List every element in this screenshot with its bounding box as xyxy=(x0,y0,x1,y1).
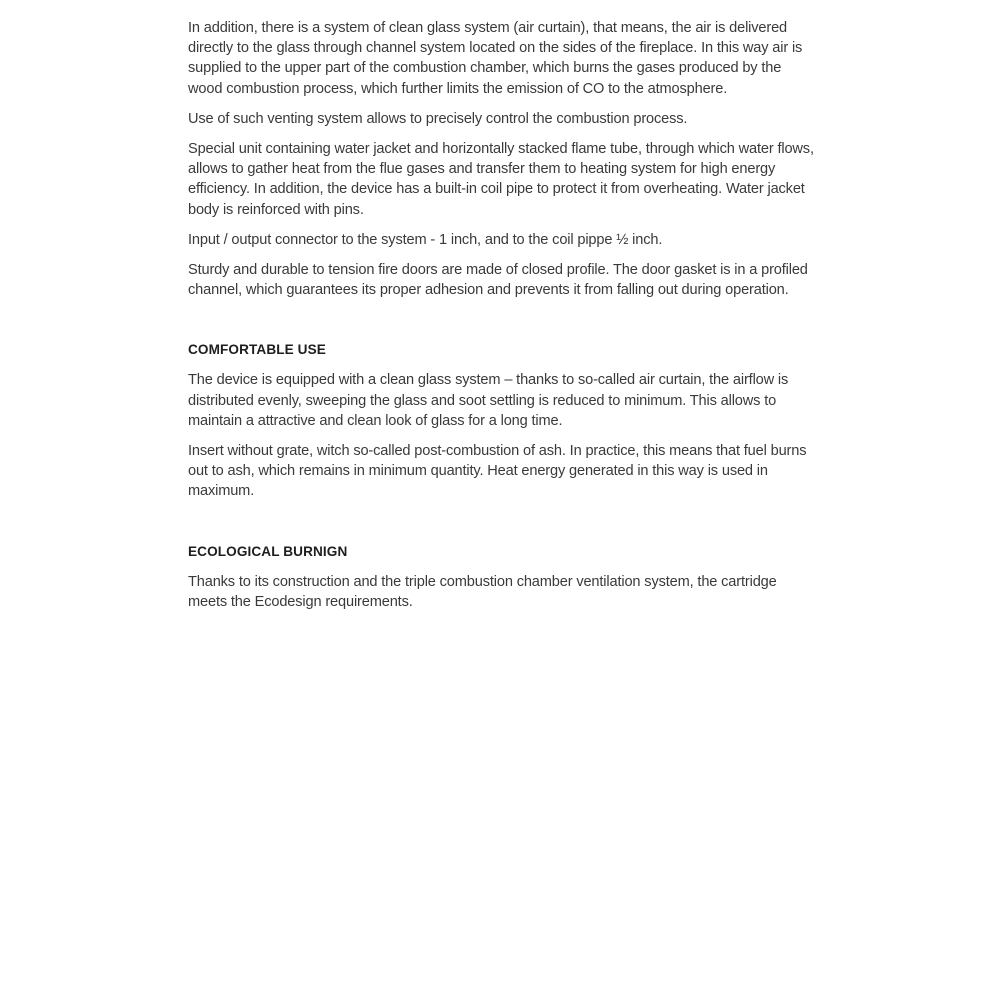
comfortable-use-section xyxy=(188,340,818,501)
paragraph-connectors: Input / output connector to the system - 1 inch, and to the coil pippe ½ inch. xyxy=(188,231,663,248)
ecological-burning-heading: ECOLOGICAL BURNIGN xyxy=(188,543,348,559)
intro-section xyxy=(188,18,818,300)
paragraph-post-combustion: Insert without grate, witch so-called post-combustion of ash. In practice, this means that fuel burns out to ash, which remains in minimum quantity. Heat energy generated in this way is used in maximum. xyxy=(188,443,807,500)
paragraph-venting-system: Use of such venting system allows to precisely control the combustion process. xyxy=(188,110,688,127)
section-spacer xyxy=(188,512,818,542)
paragraph-fire-doors: Sturdy and durable to tension fire doors are made of closed profile. The door gasket is in a profiled channel, which guarantees its proper adhesion and prevents it from falling out during operation. xyxy=(188,262,808,299)
ecological-burning-section xyxy=(188,542,818,612)
document-content xyxy=(188,18,818,622)
paragraph-ecodesign: Thanks to its construction and the triple combustion chamber ventilation system, the cartridge meets the Ecodesign requirements. xyxy=(188,573,777,610)
paragraph-water-jacket: Special unit containing water jacket and horizontally stacked flame tube, through which water flows, allows to gather heat from the flue gases and transfer them to heating system for high energy efficiency. In addition, the device has a built-in coil pipe to protect it from overheating. Water jacket body is reinforced with pins. xyxy=(188,141,814,218)
paragraph-clean-glass: The device is equipped with a clean glass system – thanks to so-called air curtain, the airflow is distributed evenly, sweeping the glass and soot settling is reduced to minimum. This allows to maintain a attractive and clean look of glass for a long time. xyxy=(188,372,789,429)
paragraph-air-curtain: In addition, there is a system of clean glass system (air curtain), that means, the air is delivered directly to the glass through channel system located on the sides of the fireplace. In this way air is supplied to the upper part of the combustion chamber, which burns the gases produced by the wood combustion process, which further limits the emission of CO to the atmosphere. xyxy=(188,20,803,97)
comfortable-use-heading: COMFORTABLE USE xyxy=(188,342,326,358)
section-spacer xyxy=(188,310,818,340)
